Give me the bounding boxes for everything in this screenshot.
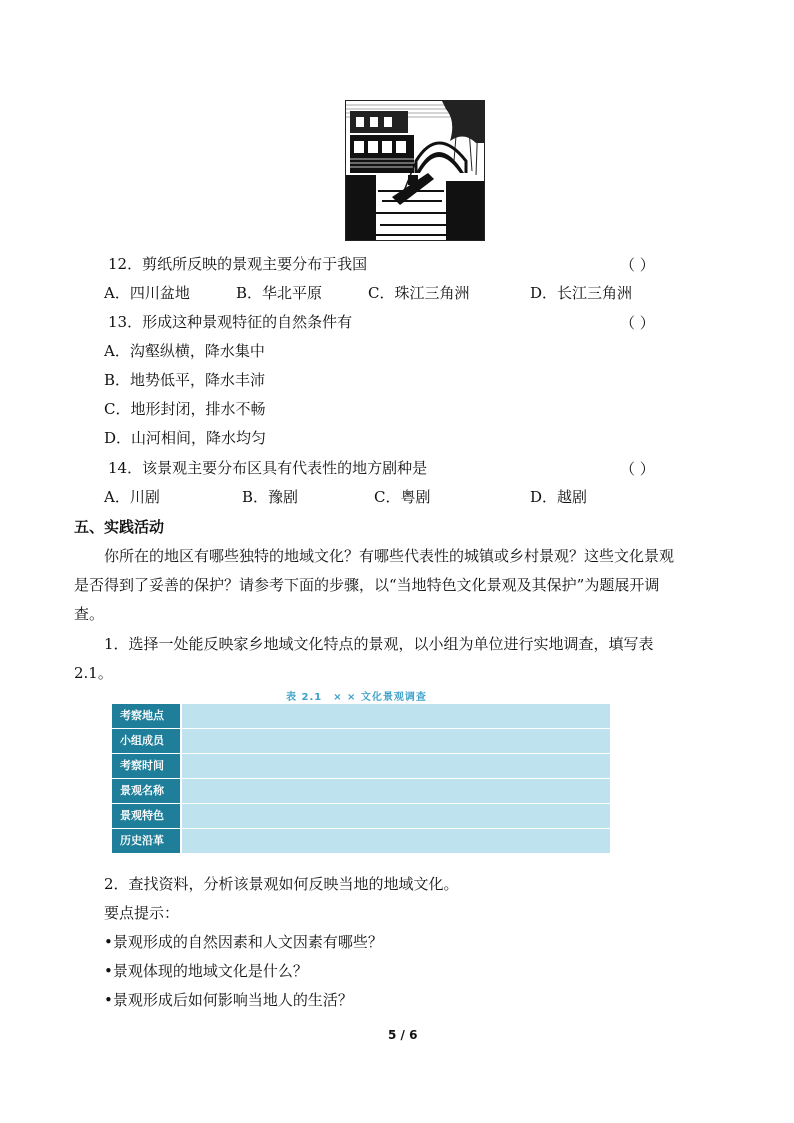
table-row-label: 景观名称 [112,779,180,803]
table-row-label: 历史沿革 [112,829,180,853]
table-cell[interactable] [182,804,610,828]
survey-table [112,704,610,856]
q12-answer-paren: （ ） [620,256,655,274]
step1-line1: 1．选择一处能反映家乡地域文化特点的景观，以小组为单位进行实地调查，填写表 [104,635,654,653]
q12-option-d: D．长江三角洲 [530,284,633,302]
q13-answer-paren: （ ） [620,314,655,332]
table-cell[interactable] [182,754,610,778]
table-row [112,804,610,828]
q13-stem: 13．形成这种景观特征的自然条件有 [108,313,353,331]
q13-option-c: C．地形封闭，排水不畅 [104,400,266,418]
table-row [112,729,610,753]
step1-line2: 2.1。 [74,664,113,682]
table-cell[interactable] [182,729,610,753]
table-row [112,704,610,728]
q13-option-a: A．沟壑纵横，降水集中 [104,342,265,360]
table-caption: 表 2.1 × × 文化景观调查 [286,692,427,703]
table-cell[interactable] [182,779,610,803]
tip-item: •景观体现的地域文化是什么？ [104,962,308,980]
tip-item: •景观形成的自然因素和人文因素有哪些？ [104,933,383,951]
section-heading: 五、实践活动 [74,518,165,536]
q14-option-d: D．越剧 [530,488,588,506]
q12-option-c: C．珠江三角洲 [368,284,470,302]
intro-paragraph-line1: 你所在的地区有哪些独特的地域文化？有哪些代表性的城镇或乡村景观？这些文化景观 [104,547,675,565]
intro-paragraph-line3: 查。 [74,605,105,623]
table-row-label: 小组成员 [112,729,180,753]
q14-stem: 14．该景观主要分布区具有代表性的地方剧种是 [108,459,428,477]
table-cell[interactable] [182,829,610,853]
tip-item: •景观形成后如何影响当地人的生活？ [104,991,353,1009]
q13-option-b: B．地势低平，降水丰沛 [104,371,266,389]
table-row-label: 景观特色 [112,804,180,828]
page-number: 5 / 6 [388,1028,418,1042]
q12-option-b: B．华北平原 [236,284,323,302]
q13-option-d: D．山河相间，降水均匀 [104,429,267,447]
table-row [112,829,610,853]
table-row [112,779,610,803]
tips-title: 要点提示： [104,904,180,922]
step2: 2．查找资料，分析该景观如何反映当地的地域文化。 [104,875,459,893]
table-row-label: 考察时间 [112,754,180,778]
q14-answer-paren: （ ） [620,460,655,478]
q14-option-c: C．粤剧 [374,488,431,506]
table-row [112,754,610,778]
q12-stem: 12．剪纸所反映的景观主要分布于我国 [108,255,368,273]
intro-paragraph-line2: 是否得到了妥善的保护？请参考下面的步骤，以“当地特色文化景观及其保护”为题展开调 [74,576,660,594]
table-cell[interactable] [182,704,610,728]
q14-option-b: B．豫剧 [242,488,299,506]
q14-option-a: A．川剧 [104,488,160,506]
q12-option-a: A．四川盆地 [104,284,190,302]
table-row-label: 考察地点 [112,704,180,728]
papercut-illustration [345,100,485,241]
